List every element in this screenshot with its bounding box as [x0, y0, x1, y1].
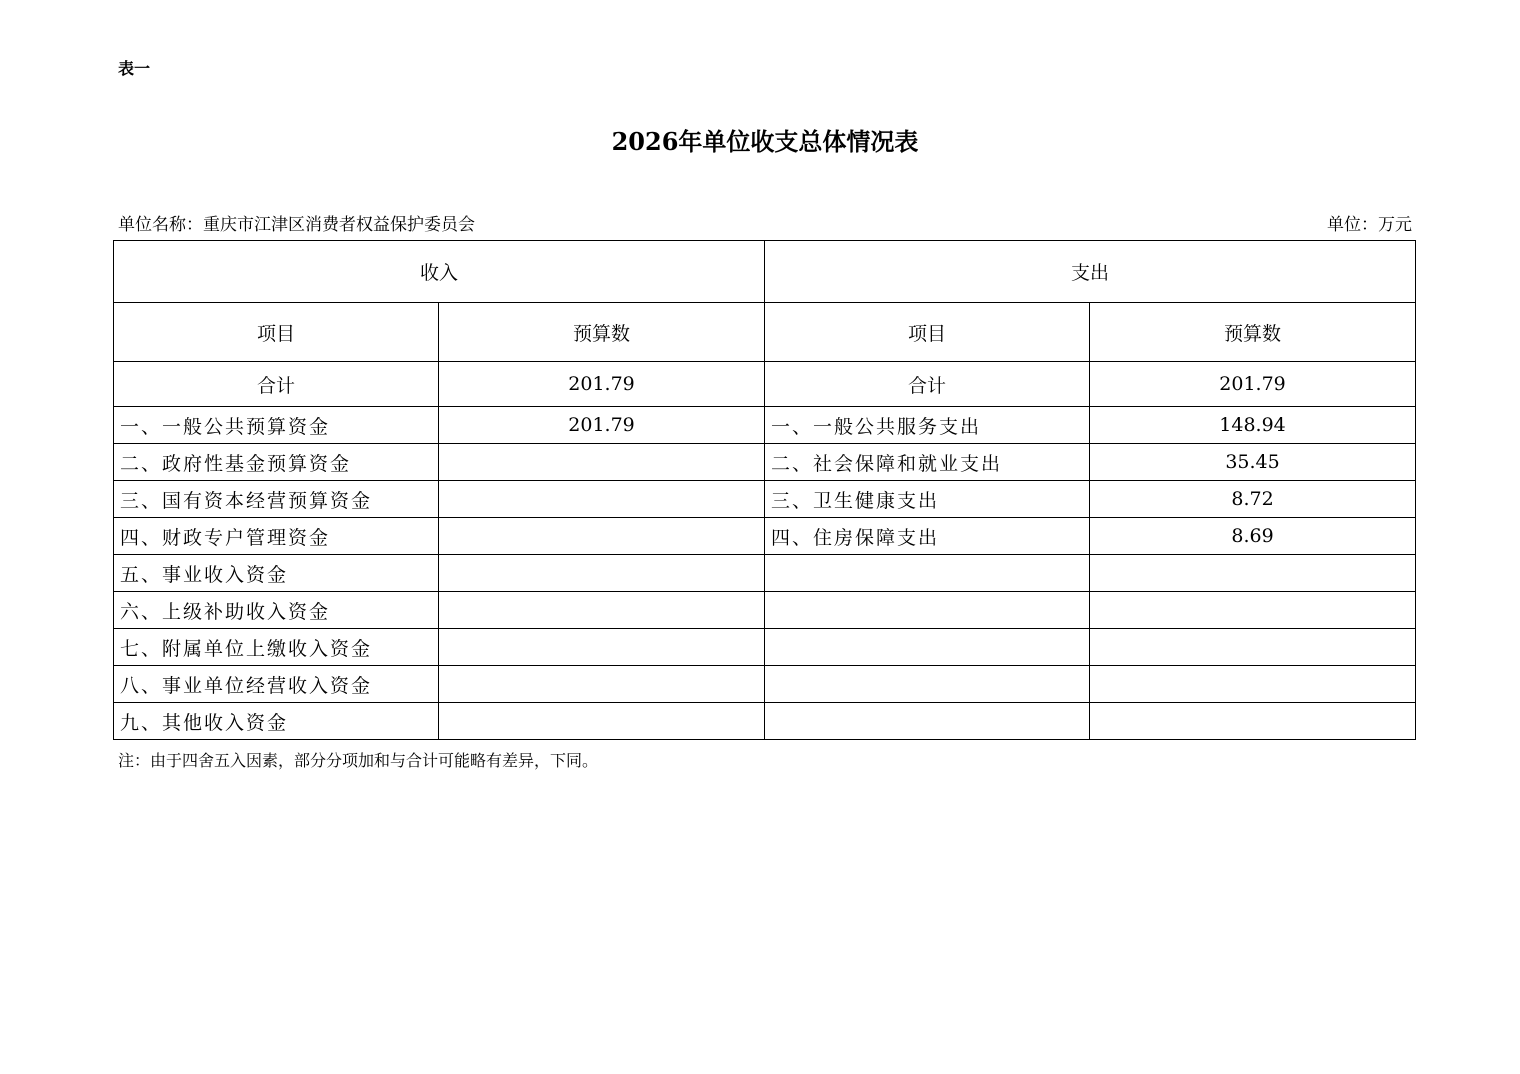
income-total-value: 201.79 — [439, 362, 765, 407]
expense-item-column-header: 项目 — [765, 303, 1090, 362]
expense-item: 一、一般公共服务支出 — [765, 407, 1090, 444]
expense-item: 三、卫生健康支出 — [765, 481, 1090, 518]
income-item: 六、上级补助收入资金 — [114, 592, 439, 629]
expense-budget-column-header: 预算数 — [1090, 303, 1416, 362]
table-row — [114, 407, 1416, 444]
income-total-label: 合计 — [114, 362, 439, 407]
income-value — [439, 666, 765, 703]
income-item: 二、政府性基金预算资金 — [114, 444, 439, 481]
expense-value — [1090, 592, 1416, 629]
table-row — [114, 592, 1416, 629]
income-section-header: 收入 — [114, 241, 765, 303]
income-value — [439, 444, 765, 481]
income-item: 四、财政专户管理资金 — [114, 518, 439, 555]
column-header-row — [114, 303, 1416, 362]
table-row — [114, 444, 1416, 481]
income-value — [439, 481, 765, 518]
expense-value — [1090, 703, 1416, 740]
expense-item: 二、社会保障和就业支出 — [765, 444, 1090, 481]
expense-section-header: 支出 — [765, 241, 1416, 303]
income-item: 七、附属单位上缴收入资金 — [114, 629, 439, 666]
income-value — [439, 629, 765, 666]
table-number-label: 表一 — [118, 59, 151, 78]
expense-total-label: 合计 — [765, 362, 1090, 407]
income-item: 五、事业收入资金 — [114, 555, 439, 592]
income-item: 九、其他收入资金 — [114, 703, 439, 740]
section-header-row — [114, 241, 1416, 303]
table-row — [114, 629, 1416, 666]
expense-item — [765, 666, 1090, 703]
table-row — [114, 666, 1416, 703]
table-row — [114, 555, 1416, 592]
expense-item — [765, 703, 1090, 740]
income-budget-column-header: 预算数 — [439, 303, 765, 362]
expense-value — [1090, 555, 1416, 592]
income-item: 八、事业单位经营收入资金 — [114, 666, 439, 703]
unit-name-label: 单位名称：重庆市江津区消费者权益保护委员会 — [118, 215, 475, 235]
currency-unit-label: 单位：万元 — [1327, 215, 1412, 235]
income-value — [439, 703, 765, 740]
table-row — [114, 518, 1416, 555]
table-row — [114, 703, 1416, 740]
expense-item — [765, 555, 1090, 592]
income-value — [439, 592, 765, 629]
table-row — [114, 481, 1416, 518]
income-value — [439, 518, 765, 555]
expense-item — [765, 592, 1090, 629]
expense-value: 35.45 — [1090, 444, 1416, 481]
expense-item — [765, 629, 1090, 666]
expense-value — [1090, 666, 1416, 703]
income-item: 一、一般公共预算资金 — [114, 407, 439, 444]
footnote: 注：由于四舍五入因素，部分分项加和与合计可能略有差异，下同。 — [118, 751, 599, 770]
income-item-column-header: 项目 — [114, 303, 439, 362]
income-value — [439, 555, 765, 592]
income-value: 201.79 — [439, 407, 765, 444]
expense-total-value: 201.79 — [1090, 362, 1416, 407]
expense-item: 四、住房保障支出 — [765, 518, 1090, 555]
expense-value: 8.69 — [1090, 518, 1416, 555]
total-row — [114, 362, 1416, 407]
expense-value: 8.72 — [1090, 481, 1416, 518]
budget-table — [113, 240, 1416, 740]
page-title: 2026年单位收支总体情况表 — [611, 127, 919, 156]
expense-value — [1090, 629, 1416, 666]
expense-value: 148.94 — [1090, 407, 1416, 444]
income-item: 三、国有资本经营预算资金 — [114, 481, 439, 518]
